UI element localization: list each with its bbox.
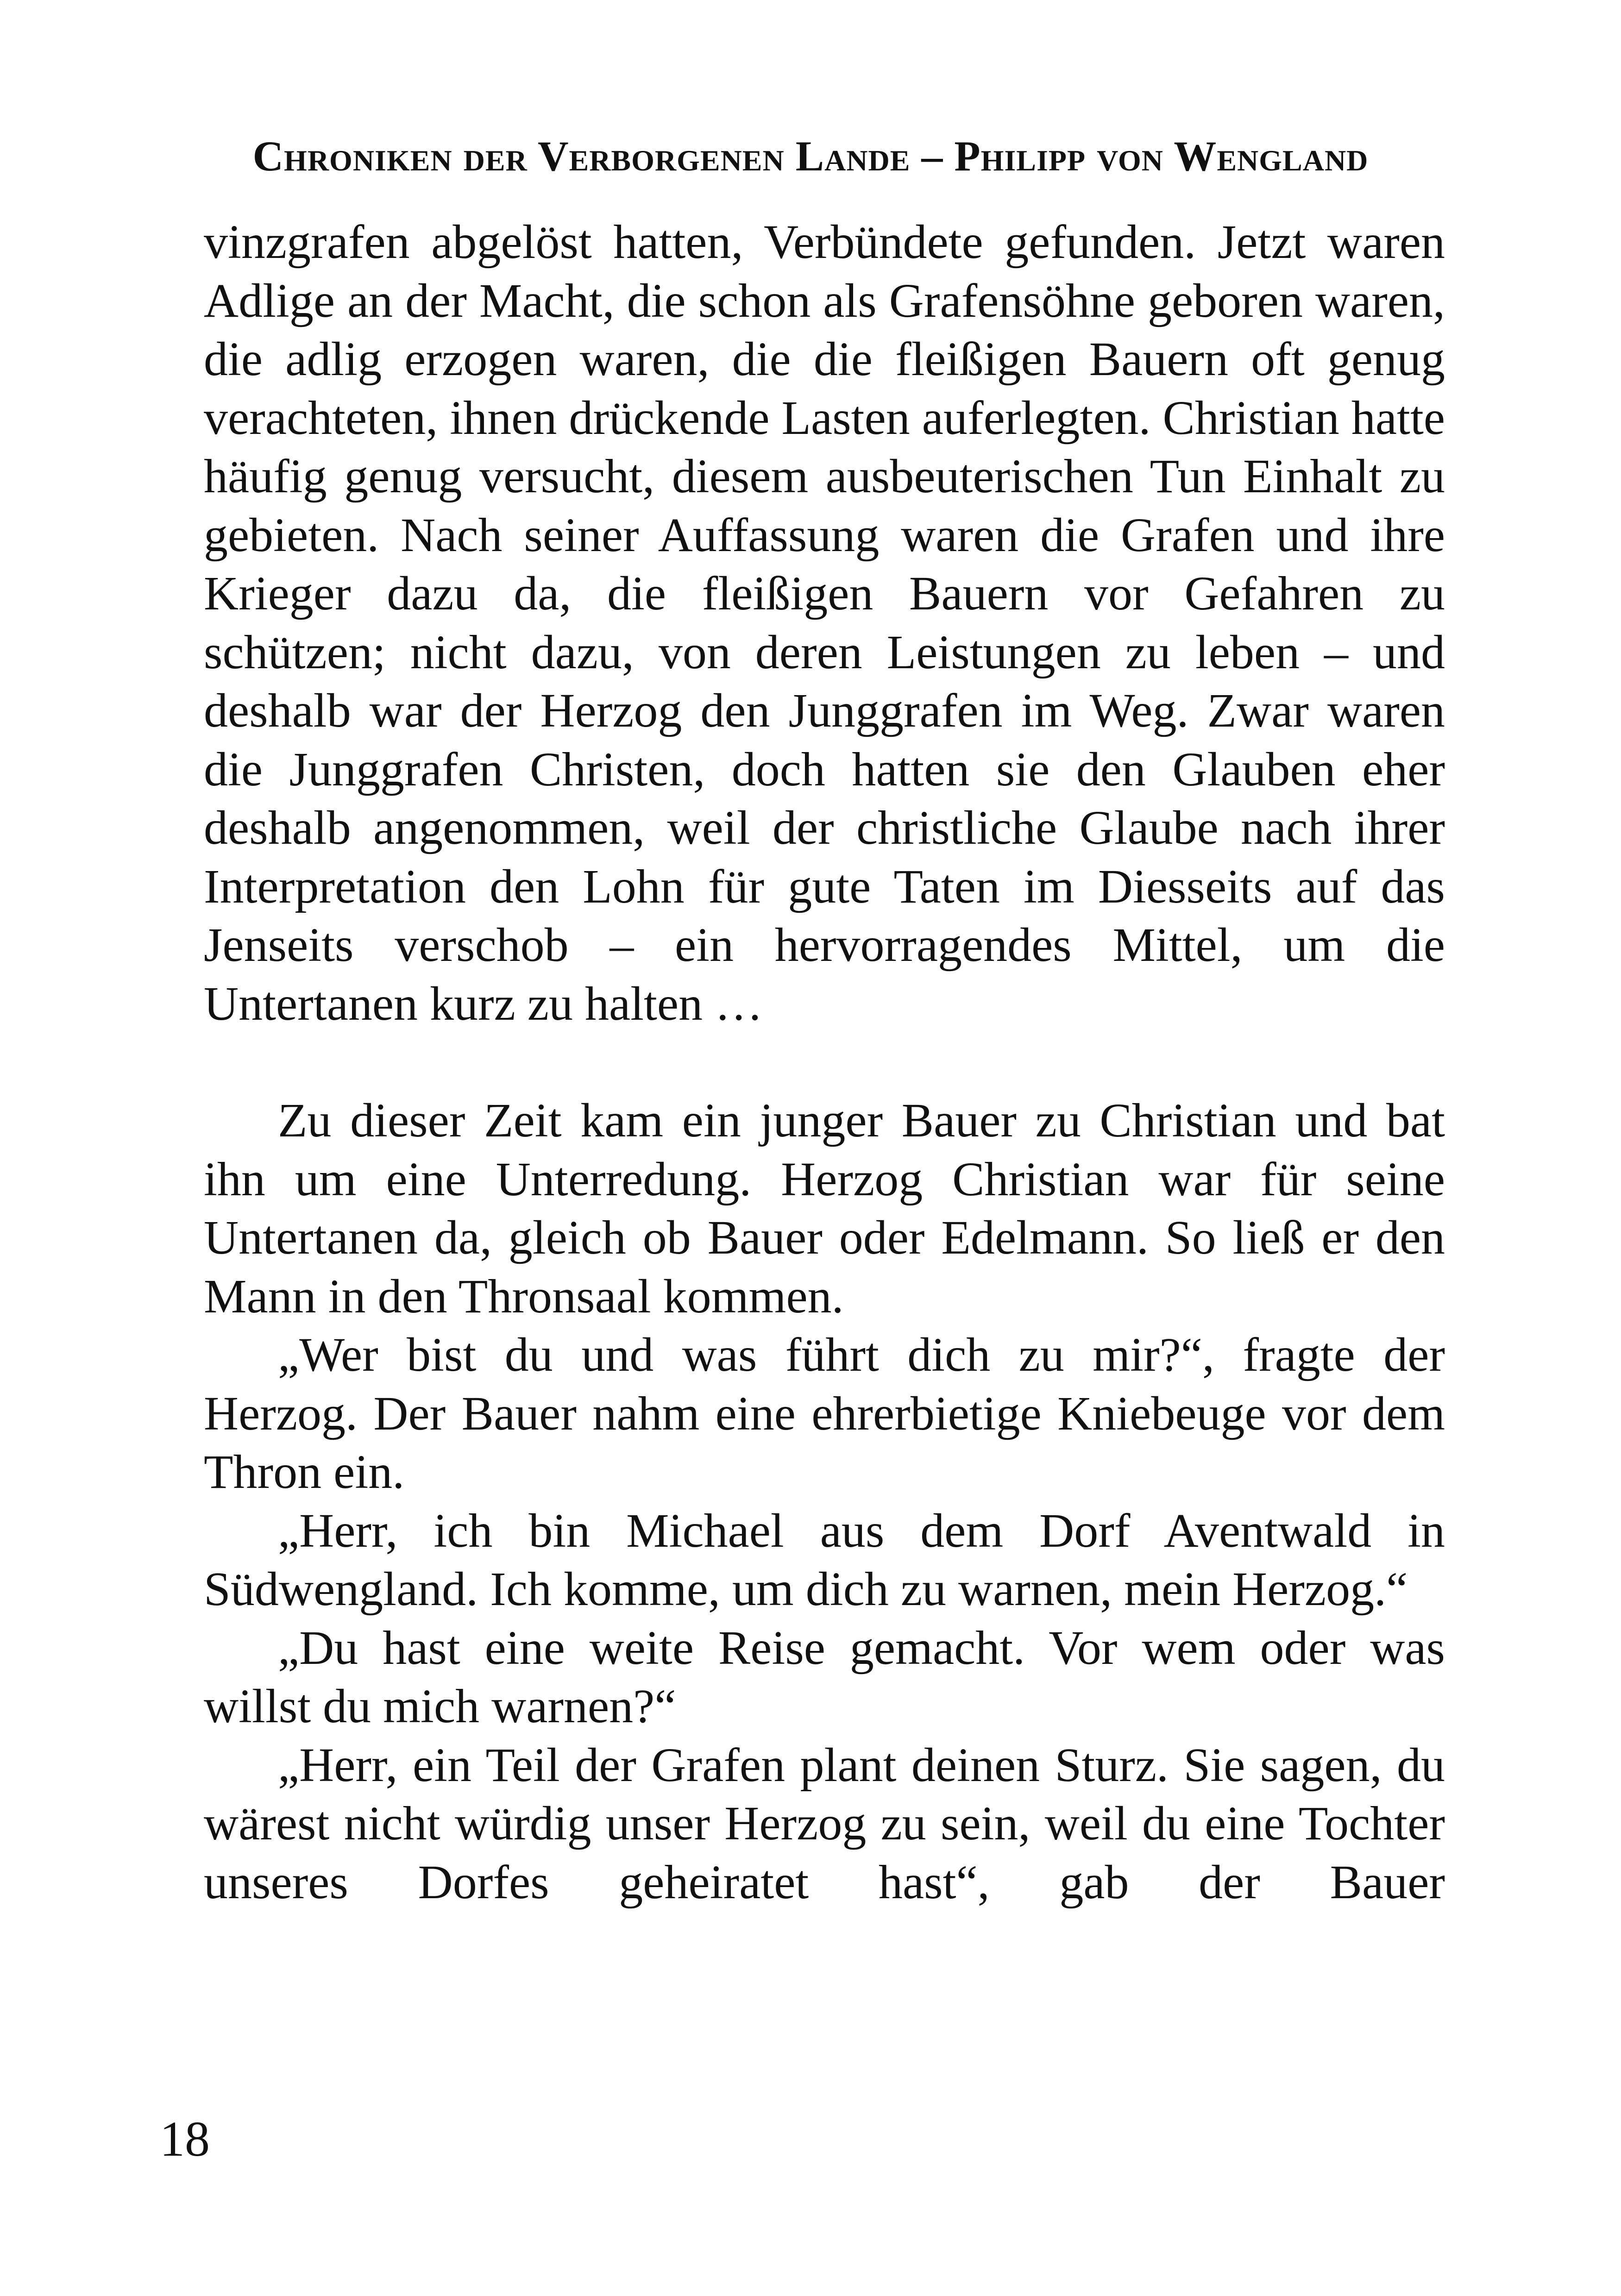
dialogue-paragraph: „Du hast eine weite Reise gemacht. Vor wem oder was willst du mich warnen?“	[204, 1621, 1445, 1733]
paragraph: Zu dieser Zeit kam ein junger Bauer zu Christian und bat ihn um eine Unterredung. Herzog Christian war für seine Untertanen da, gleich ob Bauer oder Edelmann. So ließ er den Mann in den Thronsaal kommen.	[204, 1094, 1445, 1323]
running-header: Chroniken der Verborgenen Lande – Philipp von Wengland	[252, 132, 1369, 180]
body-text	[204, 213, 1445, 1912]
dialogue-paragraph: „Wer bist du und was führt dich zu mir?“, fragte der Herzog. Der Bauer nahm eine ehrerbietige Kniebeuge vor dem Thron ein.	[204, 1328, 1445, 1499]
dialogue-paragraph: „Herr, ein Teil der Grafen plant deinen Sturz. Sie sagen, du wärest nicht würdig unser Herzog zu sein, weil du eine Tochter unseres Dorfes geheiratet hast“, gab der Bauer	[204, 1738, 1445, 1909]
page-number: 18	[160, 2112, 210, 2167]
dialogue-paragraph: „Herr, ich bin Michael aus dem Dorf Aventwald in Südwengland. Ich komme, um dich zu warnen, mein Herzog.“	[204, 1504, 1445, 1616]
section-break	[204, 1033, 1445, 1092]
paragraph-continuation: vinzgrafen abgelöst hatten, Verbündete gefunden. Jetzt waren Adlige an der Macht, die schon als Grafensöhne geboren waren, die adlig erzogen waren, die die fleißigen Bauern oft genug verachteten, ihnen drückende Lasten auferlegten. Christian hatte häufig genug versucht, diesem ausbeuterischen Tun Einhalt zu gebieten. Nach seiner Auffassung waren die Grafen und ihre Krieger dazu da, die fleißigen Bauern vor Gefahren zu schützen; nicht dazu, von deren Leistungen zu leben – und deshalb war der Herzog den Junggrafen im Weg. Zwar waren die Junggrafen Christen, doch hatten sie den Glauben eher deshalb angenommen, weil der christliche Glaube nach ihrer Interpretation den Lohn für gute Taten im Diesseits auf das Jenseits verschob – ein hervorragendes Mittel, um die Untertanen kurz zu halten …	[204, 215, 1445, 1030]
